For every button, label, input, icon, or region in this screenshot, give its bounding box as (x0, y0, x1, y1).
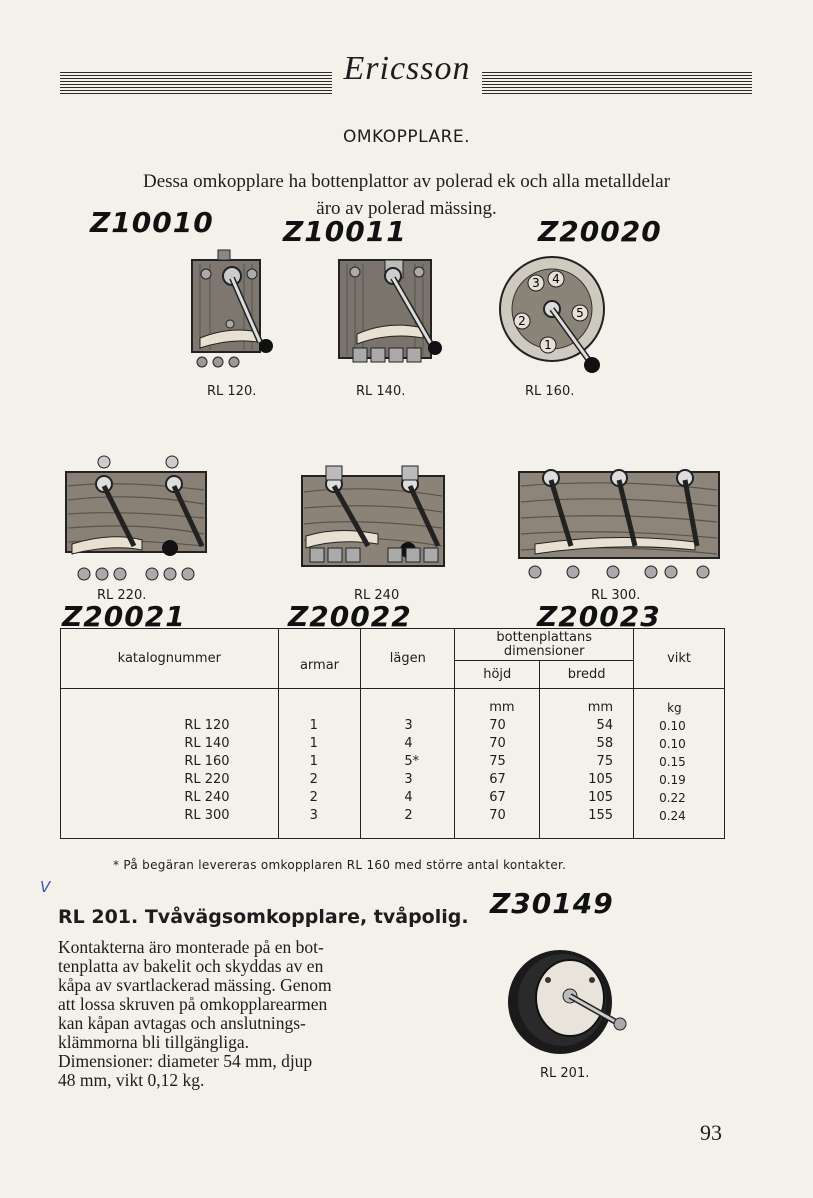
ericsson-logo: Ericsson (343, 50, 471, 87)
description-line: 48 mm, vikt 0,12 kg. (58, 1070, 205, 1090)
bredd-cell: 58 (596, 736, 614, 751)
hojd-cell: 70 (489, 736, 506, 751)
description-line: Dimensioner: diameter 54 mm, djup (58, 1051, 313, 1071)
checkmark: V (40, 878, 51, 896)
katalognummer-cell: RL 120 (184, 718, 230, 733)
handwritten-number: Z20021 (62, 600, 186, 633)
footnote: * På begäran levereras omkopplaren RL 160 med större antal kontakter. (113, 858, 567, 872)
dial-number: 5 (576, 306, 584, 320)
header-vikt: vikt (634, 629, 725, 689)
spec-table (60, 628, 725, 839)
rl300-switch-photo (515, 458, 723, 582)
armar-cell: 2 (309, 772, 318, 787)
page-number: 93 (700, 1120, 722, 1145)
vikt-cell: 0.10 (659, 737, 686, 751)
armar-cell: 1 (309, 736, 318, 751)
katalognummer-cell: RL 220 (184, 772, 230, 787)
lagen-cell: 4 (404, 790, 413, 805)
rl201-description (58, 938, 388, 1090)
hojd-cell: 67 (489, 790, 506, 805)
armar-cell: 2 (309, 790, 318, 805)
description-line: Kontakterna äro monterade på en bot- (58, 937, 324, 957)
vikt-cell: 0.15 (659, 755, 686, 769)
description-line: kan kåpan avtagas och anslutnings- (58, 1013, 306, 1033)
hojd-cell: 70 (489, 718, 506, 733)
caption-rl201: RL 201. (540, 1066, 590, 1081)
hojd-cell: 70 (489, 808, 506, 823)
lagen-cell: 3 (404, 772, 413, 787)
dial-number: 3 (532, 276, 540, 290)
handwritten-number: Z20023 (537, 600, 661, 633)
armar-column (278, 689, 361, 839)
katalognummer-column (61, 689, 279, 839)
header-bredd: bredd (540, 661, 634, 689)
description-line: tenplatta av bakelit och skyddas av en (58, 956, 324, 976)
vikt-cell: 0.24 (659, 809, 686, 823)
caption-rl240: RL 240 (354, 588, 400, 603)
rl120-switch-photo (186, 246, 281, 370)
bredd-cell: 54 (596, 718, 614, 733)
hojd-cell: 67 (489, 772, 506, 787)
description-line: att lossa skruven på omkopplarearmen (58, 994, 328, 1014)
unit-mm: mm (489, 700, 515, 715)
bredd-cell: 75 (596, 754, 614, 769)
rl240-switch-photo (298, 462, 450, 582)
lagen-cell: 5* (404, 754, 420, 769)
katalognummer-cell: RL 160 (184, 754, 230, 769)
unit-mm: mm (587, 700, 614, 715)
katalognummer-cell: RL 140 (184, 736, 230, 751)
intro-line-1: Dessa omkopplare ha bottenplattor av polerad ek och alla metalldelar (142, 171, 671, 192)
header-rule-right (482, 72, 752, 94)
bredd-cell: 105 (588, 772, 614, 787)
armar-cell: 3 (309, 808, 318, 823)
page-title: OMKOPPLARE. (342, 127, 471, 147)
intro-line-2: äro av polerad mässing. (316, 198, 497, 219)
handwritten-number: Z10010 (90, 206, 214, 239)
caption-rl220: RL 220. (97, 588, 147, 603)
vikt-cell: 0.19 (659, 773, 686, 787)
rl201-switch-photo (500, 940, 640, 1060)
lagen-cell: 2 (404, 808, 413, 823)
armar-cell: 1 (309, 754, 318, 769)
vikt-cell: 0.22 (659, 791, 686, 805)
header-katalognummer: katalognummer (61, 629, 279, 689)
katalognummer-cell: RL 300 (184, 808, 230, 823)
caption-rl140: RL 140. (356, 384, 406, 399)
bredd-cell: 105 (588, 790, 614, 805)
handwritten-number: Z30149 (490, 887, 614, 920)
unit-kg: kg (667, 701, 682, 715)
caption-rl160: RL 160. (525, 384, 575, 399)
rl201-heading: RL 201. Tvåvägsomkopplare, tvåpolig. (58, 906, 469, 928)
caption-rl120: RL 120. (207, 384, 257, 399)
lagen-column (361, 689, 455, 839)
handwritten-number: Z10011 (283, 215, 407, 248)
handwritten-number: Z20022 (288, 600, 412, 633)
katalognummer-cell: RL 240 (184, 790, 230, 805)
vikt-column (634, 689, 725, 839)
handwritten-number: Z20020 (538, 215, 662, 248)
header-rule-left (60, 72, 332, 94)
description-line: kåpa av svartlackerad mässing. Genom (58, 975, 332, 995)
header-lagen: lägen (361, 629, 455, 689)
rl140-switch-photo (335, 252, 445, 374)
bredd-cell: 155 (588, 808, 614, 823)
hojd-cell: 75 (489, 754, 506, 769)
rl220-switch-photo (62, 452, 212, 584)
header-armar: armar (278, 629, 361, 689)
vikt-cell: 0.10 (659, 719, 686, 733)
header-hojd: höjd (455, 661, 540, 689)
hojd-column (455, 689, 540, 839)
armar-cell: 1 (309, 718, 318, 733)
caption-rl300: RL 300. (591, 588, 641, 603)
lagen-cell: 3 (404, 718, 413, 733)
lagen-cell: 4 (404, 736, 413, 751)
description-line: klämmorna bli tillgängliga. (58, 1032, 250, 1052)
header-bottenplattans: bottenplattans dimensioner (455, 629, 634, 661)
dial-number: 1 (544, 338, 552, 352)
rl160-switch-photo (496, 255, 612, 377)
dial-number: 2 (518, 314, 526, 328)
bredd-column (540, 689, 634, 839)
dial-number: 4 (552, 272, 560, 286)
